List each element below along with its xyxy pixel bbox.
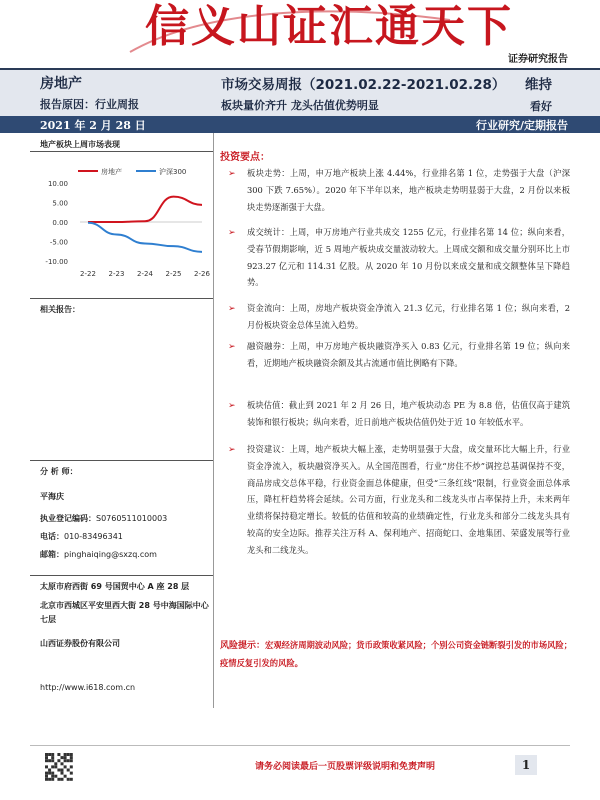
risk-warning (220, 637, 572, 672)
qr-module (51, 759, 54, 762)
footer-divider (30, 745, 570, 746)
qr-module (48, 759, 51, 762)
column-divider (213, 133, 214, 708)
paragraph-recommendation: 投资建议：上周，地产板块大幅上涨，走势明显强于大盘，成交量环比大幅上升，行业资金净流入，板块融资净买入。从全国范围看，行业“房住不炒”调控总基调保持不变，商品房成交总体平稳，行业资金面总体健康，但受“三条红线”限制，行业资金面总体承压，降杠杆趋势将会延续。公司方面，行业龙头和二线龙头市占率保持上升，未来两年业绩将保持稳定增长。较低的估值和较高的业绩确定性，行业龙头和部分二线龙头具有较高的安全边际。推荐关注万科 A、保利地产、招商蛇口、金地集团、荣盛发展等行业龙头和二线龙头。 (247, 444, 570, 555)
page-number: 1 (515, 755, 537, 775)
qr-module (45, 772, 48, 775)
paragraph-margin: 融资融券：上周，申万房地产板块融资净买入 0.83 亿元，行业排名第 19 位；纵向来看，近期地产板块融资余额及其占流通市值比例略有下降。 (247, 341, 570, 368)
qr-module (54, 762, 57, 765)
qr-module (70, 778, 73, 781)
legend-label: 房地产 (101, 168, 122, 176)
paragraph-volume: 成交统计：上周，申万房地产行业共成交 1255 亿元，行业排名第 14 位；纵向来看，受春节假期影响，近 5 周地产板块成交量波动较大。上周成交额和成交量分别环比上市 923.27 亿元和 114.31 亿股。从 2020 年 10 月份以来成交量和成交额整体呈下降趋势。 (247, 227, 570, 288)
qr-module (48, 772, 51, 775)
qr-module (51, 778, 54, 781)
cert-number: 执业登记编码：S0760511010003 (40, 514, 168, 523)
divider (30, 460, 213, 461)
qr-module (70, 759, 73, 762)
key-points-title: 投资要点： (220, 152, 270, 163)
qr-module (51, 772, 54, 775)
bullet-arrow-icon: ➢ (228, 228, 236, 238)
qr-module (67, 769, 70, 772)
market-performance-chart (30, 163, 213, 288)
qr-module (45, 765, 48, 768)
legend-label: 沪深300 (159, 168, 187, 176)
qr-module (54, 775, 57, 778)
qr-module (48, 778, 51, 781)
website-link[interactable]: http://www.i618.com.cn (40, 683, 136, 692)
qr-module (70, 753, 73, 756)
qr-module (61, 756, 64, 759)
qr-module (45, 759, 48, 762)
address-1: 太原市府西街 69 号国贸中心 A 座 28 层 (40, 582, 190, 591)
date-bar (0, 116, 600, 133)
qr-code-icon[interactable] (44, 752, 74, 782)
qr-module (45, 778, 48, 781)
rating-label: 维持 (525, 77, 552, 93)
qr-module (67, 753, 70, 756)
disclaimer-text: 请务必阅读最后一页股票评级说明和免责声明 (255, 762, 436, 772)
y-tick-label: -10.00 (45, 258, 68, 266)
qr-module (57, 753, 60, 756)
company-name: 山西证券股份有限公司 (40, 639, 120, 648)
paragraph-capital-flow: 资金流向：上周，房地产板块资金净流入 21.3 亿元，行业排名第 1 位；纵向来看，2 月份板块资金总体呈流入趋势。 (247, 303, 570, 330)
qr-module (67, 759, 70, 762)
bullet-arrow-icon: ➢ (228, 445, 236, 455)
qr-module (51, 753, 54, 756)
x-tick-label: 2-25 (165, 270, 182, 278)
bullet-arrow-icon: ➢ (228, 169, 236, 179)
qr-module (45, 753, 48, 756)
divider (30, 298, 213, 299)
analyst-label: 分 析 师： (40, 467, 78, 476)
x-tick-label: 2-26 (194, 270, 210, 278)
industry-label: 房地产 (40, 76, 82, 92)
qr-module (64, 756, 67, 759)
qr-module (51, 775, 54, 778)
related-reports-label: 相关报告： (40, 305, 80, 314)
brand-slogan: 信义山证汇通天下 (145, 1, 513, 52)
qr-module (70, 765, 73, 768)
email[interactable]: 邮箱：pinghaiqing@sxzq.com (40, 550, 157, 559)
y-tick-label: -5.00 (49, 238, 68, 247)
y-tick-label: 0.00 (52, 219, 68, 227)
qr-module (61, 769, 64, 772)
qr-module (61, 772, 64, 775)
risk-label: 风险提示： (220, 641, 266, 651)
qr-module (64, 759, 67, 762)
report-date: 2021 年 2 月 28 日 (40, 119, 146, 132)
qr-module (48, 753, 51, 756)
qr-module (45, 756, 48, 759)
paragraph-trend: 板块走势：上周，申万地产板块上涨 4.44%，行业排名第 1 位，走势强于大盘（沪深 300 下跌 7.65%）。2020 年下半年以来，地产板块走势明显弱于大盘，2 月份以来板块走势逐渐强于大盘。 (247, 168, 570, 212)
qr-module (57, 769, 60, 772)
bullet-arrow-icon: ➢ (228, 342, 236, 352)
qr-module (64, 753, 67, 756)
qr-module (45, 775, 48, 778)
divider (30, 575, 213, 576)
bullet-arrow-icon: ➢ (228, 304, 236, 314)
qr-module (57, 759, 60, 762)
report-header (0, 0, 600, 68)
qr-module (54, 765, 57, 768)
bullet-arrow-icon: ➢ (228, 401, 236, 411)
report-title: 市场交易周报（2021.02.22-2021.02.28） (221, 77, 506, 93)
qr-module (64, 775, 67, 778)
qr-module (51, 765, 54, 768)
report-subtitle: 板块量价齐升 龙头估值优势明显 (221, 99, 379, 112)
x-tick-label: 2-24 (137, 270, 153, 278)
rating-sub-label: 看好 (530, 100, 552, 113)
risk-text: 宏观经济周期波动风险；货币政策收紧风险；个别公司资金链断裂引发的市场风险；疫情反复引发的风险。 (220, 640, 573, 668)
qr-module (67, 778, 70, 781)
y-tick-label: 10.00 (47, 180, 68, 188)
paragraph-valuation: 板块估值：截止到 2021 年 2 月 26 日，地产板块动态 PE 为 8.8 倍，估值仅高于建筑装饰和银行板块；纵向来看，近日前地产板块估值仍处于近 10 年较低水平。 (247, 400, 570, 427)
x-tick-label: 2-23 (108, 270, 125, 278)
address-2: 北京市西城区平安里西大街 28 号中海国际中心七层 (40, 601, 209, 624)
qr-module (48, 769, 51, 772)
divider (30, 151, 213, 152)
qr-module (64, 765, 67, 768)
x-tick-label: 2-22 (80, 270, 96, 278)
qr-module (70, 756, 73, 759)
title-bar (0, 68, 600, 116)
series-line (88, 197, 202, 222)
analyst-name: 平海庆 (40, 492, 64, 501)
report-type: 行业研究/定期报告 (475, 119, 568, 132)
chart-title: 地产板块上周市场表现 (40, 140, 120, 149)
qr-module (61, 762, 64, 765)
report-kind: 证券研究报告 (508, 54, 568, 65)
qr-module (51, 756, 54, 759)
qr-module (70, 772, 73, 775)
series-line (88, 223, 202, 252)
report-reason: 报告原因：行业周报 (40, 98, 139, 111)
phone: 电话：010-83496341 (40, 532, 123, 541)
qr-module (61, 778, 64, 781)
qr-module (57, 778, 60, 781)
y-tick-label: 5.00 (52, 199, 68, 208)
